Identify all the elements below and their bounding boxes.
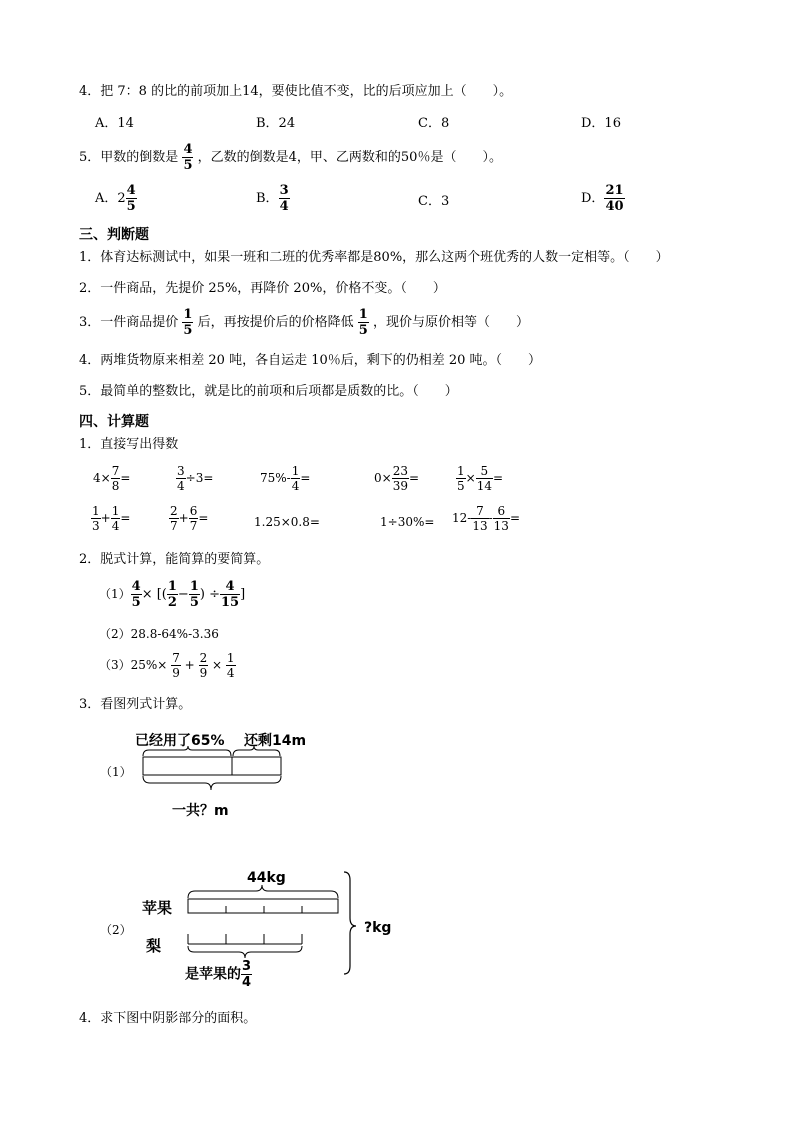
diagram-1-remain-label: 还剩14m bbox=[244, 733, 307, 749]
option-c: C．8 bbox=[418, 116, 450, 131]
fraction: $\frac{1}{5}$ bbox=[183, 307, 193, 338]
fraction: $\frac{2}{9}$ bbox=[199, 651, 208, 680]
diagram-2-total-label: 44kg bbox=[247, 870, 286, 886]
diagram-1-used-label: 已经用了65% bbox=[135, 733, 225, 749]
question-text: 甲数的倒数是 bbox=[100, 150, 179, 165]
fraction: $\frac{4}{5}$ bbox=[183, 142, 193, 173]
option-a: A．2 $\frac{4}{5}$ bbox=[95, 183, 136, 214]
judge-item-2: 2．一件商品，先提价 25%，再降价 20%，价格不变。（ ） bbox=[79, 281, 446, 296]
fraction: $\frac{7}{13}$ bbox=[472, 504, 488, 533]
fraction: $\frac{2}{7}$ bbox=[170, 504, 178, 533]
fraction: $\frac{1}{5}$ bbox=[358, 307, 368, 338]
option-d: D． $\frac{21}{40}$ bbox=[581, 183, 624, 214]
calc-expr: 0× $\frac{23}{39}$ = bbox=[374, 464, 420, 493]
diagram-2-question-label: ?kg bbox=[364, 920, 392, 936]
fraction: $\frac{7}{8}$ bbox=[111, 464, 120, 493]
option-a: A．14 bbox=[95, 116, 134, 131]
fraction: $\frac{6}{7}$ bbox=[189, 504, 198, 533]
calc-expr: 1.25×0.8= bbox=[254, 515, 320, 529]
fraction: $\frac{4}{15}$ bbox=[220, 579, 240, 610]
calc-expr: $\frac{1}{5}$ × $\frac{5}{14}$ = bbox=[457, 464, 504, 493]
calc-q2-title: 2．脱式计算，能简算的要简算。 bbox=[79, 552, 270, 567]
diagram-2-pear-label: 梨 bbox=[146, 937, 162, 955]
fraction: $\frac{4}{5}$ bbox=[131, 579, 141, 610]
fraction: $\frac{3}{4}$ bbox=[242, 959, 252, 990]
judge-item-4: 4．两堆货物原来相差 20 吨，各自运走 10％后，剩下的仍相差 20 吨。（ ） bbox=[79, 353, 542, 368]
judge-item-5: 5．最简单的整数比，就是比的前项和后项都是质数的比。（ ） bbox=[79, 384, 458, 399]
fraction: $\frac{1}{4}$ bbox=[226, 651, 235, 680]
fraction: $\frac{1}{5}$ bbox=[189, 579, 199, 610]
calc-q2-3: （3）25%× $\frac{7}{9}$ + $\frac{2}{9}$ × $\frac{1}{4}$ bbox=[99, 651, 235, 680]
option-d: D．16 bbox=[581, 116, 621, 131]
fraction: $\frac{1}{2}$ bbox=[167, 579, 177, 610]
calc-expr: $\frac{2}{7}$ + $\frac{6}{7}$ = bbox=[170, 504, 209, 533]
diagram-2-apple-label: 苹果 bbox=[142, 899, 173, 917]
question-4 bbox=[79, 84, 512, 100]
option-c: C．3 bbox=[418, 194, 450, 209]
calc-q2-1: （1） $\frac{4}{5}$ × [( $\frac{1}{2}$ − $\frac{1}{5}$ ) ÷ $\frac{4}{15}$ ] bbox=[99, 579, 246, 610]
question-number: 4． bbox=[79, 84, 101, 99]
fraction: $\frac{6}{13}$ bbox=[493, 504, 509, 533]
fraction: $\frac{23}{39}$ bbox=[392, 464, 408, 493]
fraction: $\frac{1}{4}$ bbox=[111, 504, 120, 533]
judge-item-3: 3．一件商品提价 $\frac{1}{5}$ 后，再按提价后的价格降低 $\frac{1}{5}$ ，现价与原价相等（ ） bbox=[79, 307, 529, 338]
calc-expr: $\frac{3}{4}$ ÷3= bbox=[177, 464, 214, 493]
calc-q1-title: 1．直接写出得数 bbox=[79, 437, 179, 452]
question-5 bbox=[79, 143, 502, 172]
calc-expr: 75%- $\frac{1}{4}$ = bbox=[260, 464, 311, 493]
question-number: 5． bbox=[79, 150, 101, 165]
fraction: $\frac{1}{4}$ bbox=[291, 464, 300, 493]
option-b: B． $\frac{3}{4}$ bbox=[256, 183, 289, 214]
fraction: $\frac{5}{14}$ bbox=[476, 464, 492, 493]
diagram-1-label: （1） bbox=[100, 765, 132, 779]
judge-item-1: 1．体育达标测试中，如果一班和二班的优秀率都是80%，那么这两个班优秀的人数一定相等。（ ） bbox=[79, 250, 669, 265]
calc-q2-2: （2）28.8-64%-3.36 bbox=[99, 627, 219, 641]
calc-q3-title: 3．看图列式计算。 bbox=[79, 697, 192, 712]
fraction: $\frac{3}{4}$ bbox=[177, 464, 185, 493]
question-text: 把 7：8 的比的前项加上14，要使比值不变，比的后项应加上（ ）。 bbox=[100, 84, 513, 99]
fraction: $\frac{3}{4}$ bbox=[279, 183, 289, 214]
calc-expr: $\frac{1}{3}$ + $\frac{1}{4}$ = bbox=[92, 504, 131, 533]
fraction: $\frac{1}{3}$ bbox=[92, 504, 100, 533]
diagram-1-total-label: 一共？m bbox=[172, 803, 229, 819]
question-text: ，乙数的倒数是4，甲、乙两数和的50％是（ ）。 bbox=[197, 150, 502, 165]
fraction: $\frac{7}{9}$ bbox=[172, 651, 180, 680]
section-title: 四、计算题 bbox=[79, 414, 149, 430]
fraction: $\frac{21}{40}$ bbox=[605, 183, 624, 214]
diagram-2-label: （2） bbox=[100, 923, 132, 937]
diagram-2-ratio-label: 是苹果的 $\frac{3}{4}$ bbox=[185, 959, 252, 990]
calc-q4-title: 4．求下图中阴影部分的面积。 bbox=[79, 1011, 257, 1026]
fraction: $\frac{4}{5}$ bbox=[126, 183, 136, 214]
option-b: B．24 bbox=[256, 116, 296, 131]
calc-expr: 4× $\frac{7}{8}$ = bbox=[93, 464, 131, 493]
calc-expr: 12- $\frac{7}{13}$ - $\frac{6}{13}$ = bbox=[452, 504, 521, 533]
section-title: 三、判断题 bbox=[79, 227, 149, 243]
calc-expr: 1÷30%= bbox=[380, 515, 435, 529]
fraction: $\frac{1}{5}$ bbox=[457, 464, 465, 493]
